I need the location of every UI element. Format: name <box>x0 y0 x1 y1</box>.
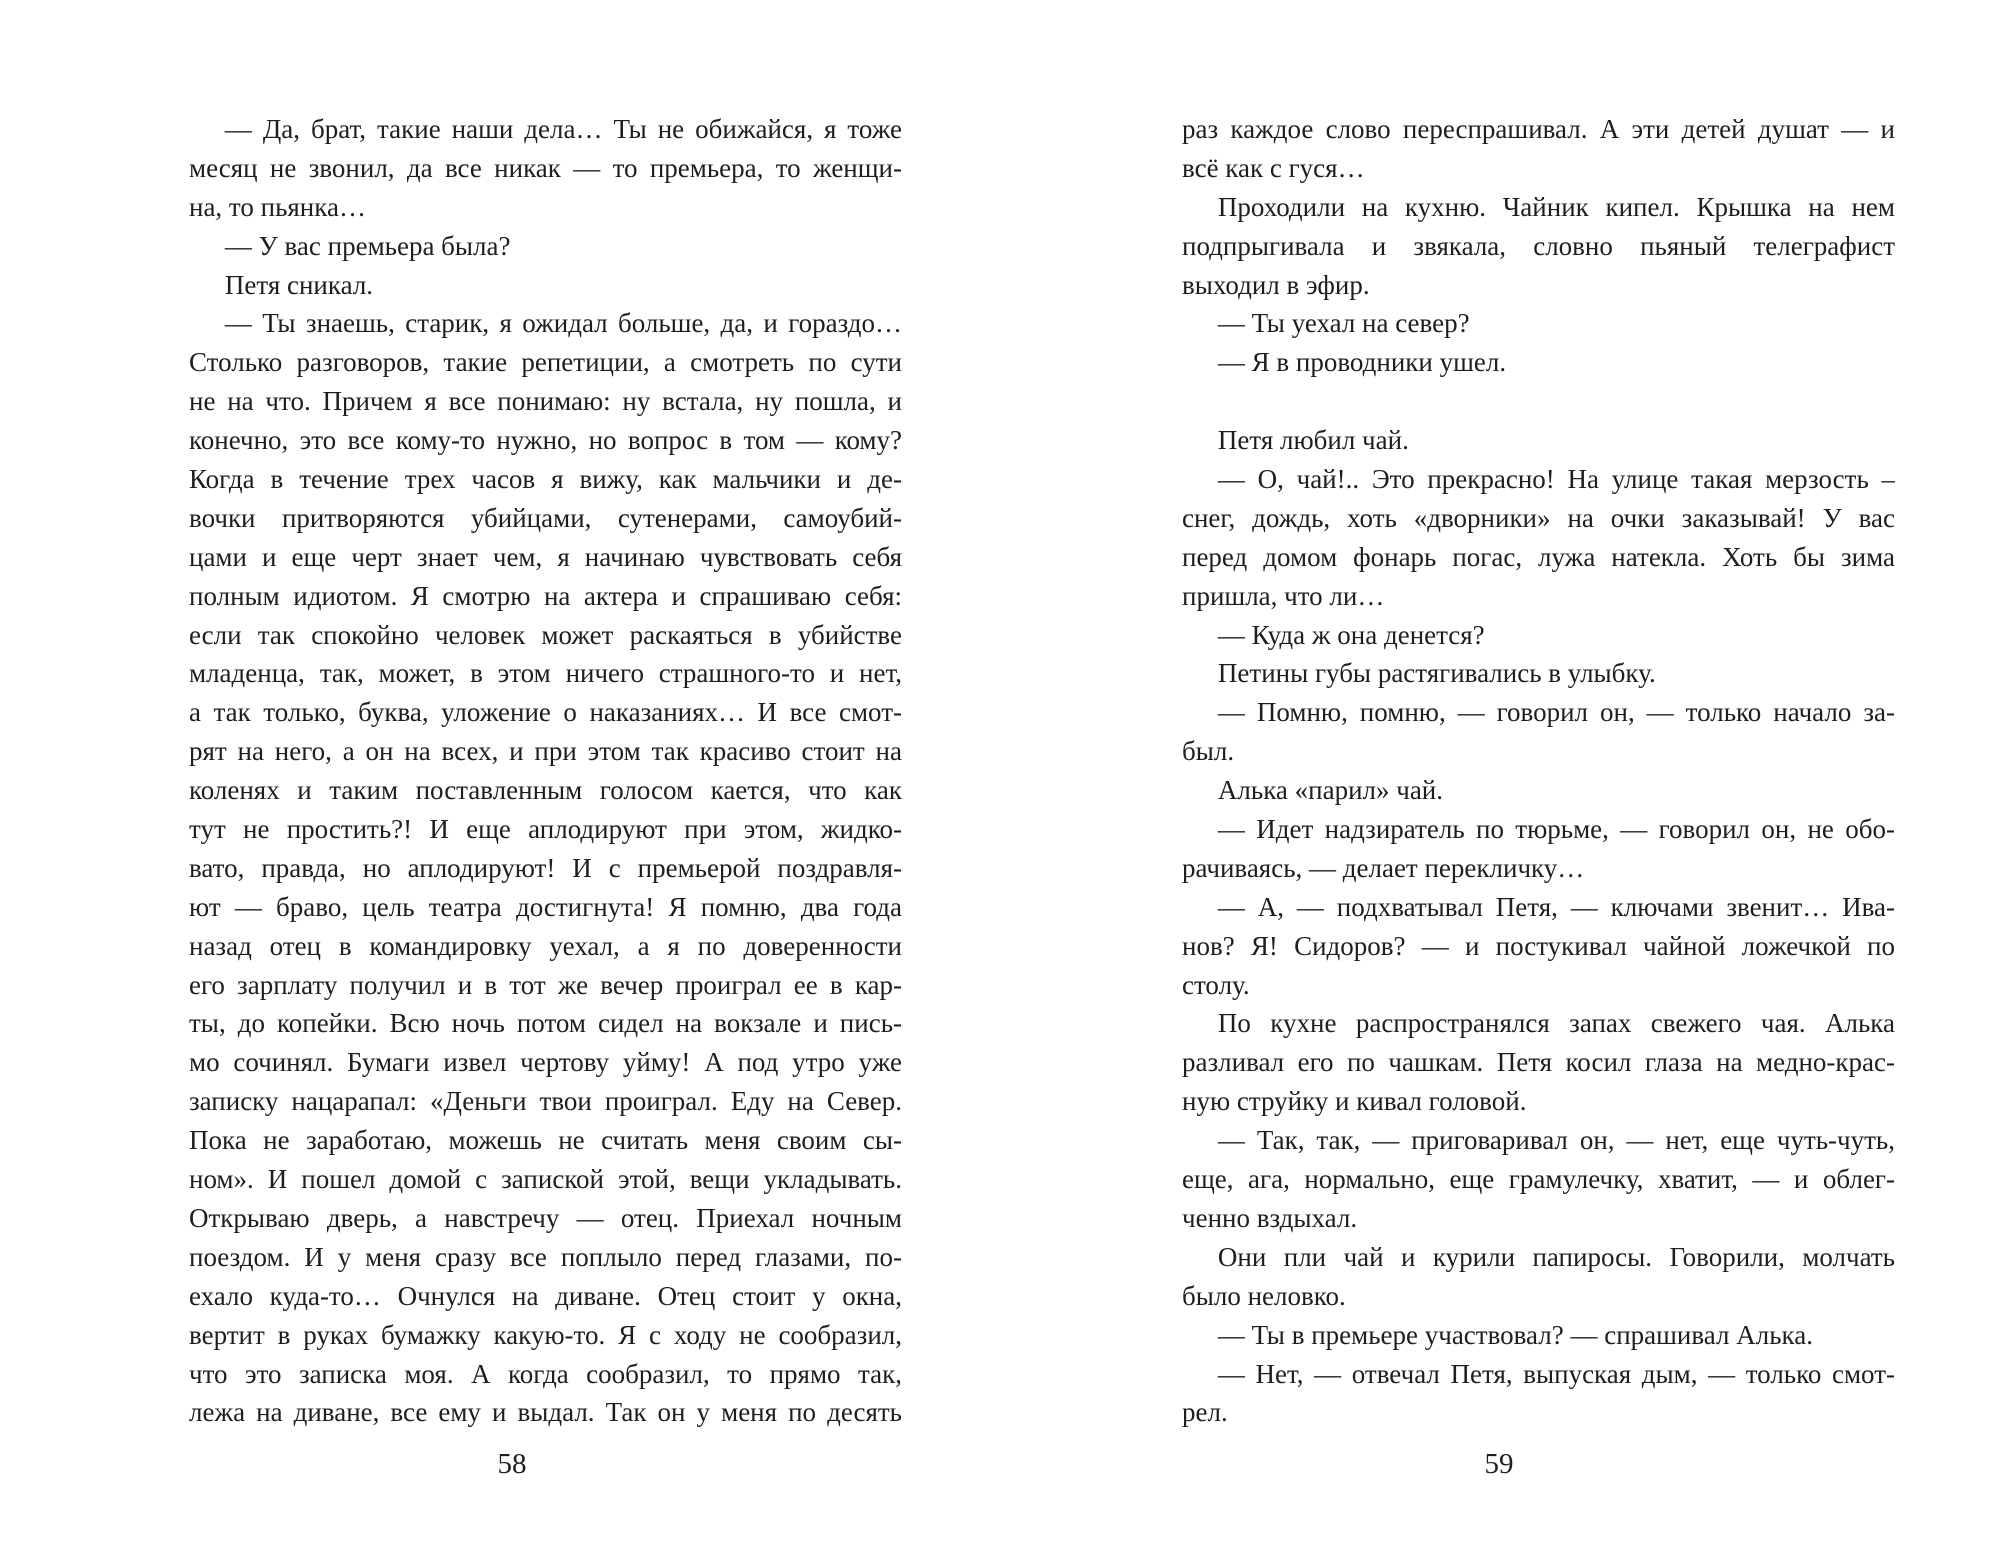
text-line: перед домом фонарь погас, лужа натекла. Хоть бы зима <box>1182 541 1895 572</box>
text-line: — Куда ж она денется? <box>1217 619 1485 650</box>
text-line: вочки притворяются убийцами, сутенерами, самоубий- <box>189 502 902 533</box>
text-line: месяц не звонил, да все никак — то премьера, то женщи- <box>189 152 902 183</box>
text-line: тут не простить?! И еще аплодируют при этом, жидко- <box>189 814 902 845</box>
text-line: рел. <box>1182 1397 1228 1428</box>
text-line: на, то пьянка… <box>189 191 366 222</box>
right-page-number: 59 <box>1484 1448 1514 1480</box>
text-line: Когда в течение трех часов я вижу, как мальчики и де- <box>189 464 902 495</box>
text-line: Столько разговоров, такие репетиции, а смотреть по сути <box>189 347 902 378</box>
text-line: подпрыгивала и звякала, словно пьяный телеграфист <box>1182 230 1895 261</box>
text-line: еще, ага, нормально, еще грамулечку, хватит, — и облег- <box>1182 1164 1895 1195</box>
text-line: вато, правда, но аплодируют! И с премьерой поздравля- <box>189 852 902 883</box>
text-line: столу. <box>1182 969 1250 1000</box>
text-line: цами и еще черт знает чем, я начинаю чувствовать себя <box>189 541 902 572</box>
text-line: Петины губы растягивались в улыбку. <box>1217 658 1656 689</box>
text-line: ехало куда-то… Очнулся на диване. Отец стоит у окна, <box>189 1280 902 1311</box>
text-line: — Помню, помню, — говорил он, — только начало за- <box>1217 697 1895 728</box>
text-line: ном». И пошел домой с запиской этой, вещи укладывать. <box>189 1164 902 1195</box>
text-line: пришла, что ли… <box>1182 580 1385 611</box>
text-line: нов? Я! Сидоров? — и постукивал чайной ложечкой по <box>1182 930 1895 961</box>
text-line: Проходили на кухню. Чайник кипел. Крышка на нем <box>1217 191 1895 222</box>
text-line: рачиваясь, — делает перекличку… <box>1182 852 1585 883</box>
text-line: — У вас премьера была? <box>224 230 511 261</box>
text-line: если так спокойно человек может раскаяться в убийстве <box>189 619 902 650</box>
text-line: младенца, так, может, в этом ничего страшного-то и нет, <box>189 658 902 689</box>
text-line: разливал его по чашкам. Петя косил глаза на медно-крас- <box>1182 1047 1895 1078</box>
text-line: всё как с гуся… <box>1182 152 1365 183</box>
text-line: — Так, так, — приговаривал он, — нет, еще чуть-чуть, <box>1217 1125 1895 1156</box>
text-line: коленях и таким поставленным голосом кается, что как <box>189 775 902 806</box>
text-line: — Ты уехал на север? <box>1217 308 1470 339</box>
text-line: — А, — подхватывал Петя, — ключами звенит… Ива- <box>1217 891 1895 922</box>
text-line: Открываю дверь, а навстречу — отец. Приехал ночным <box>189 1202 902 1233</box>
text-line: был. <box>1182 736 1235 767</box>
text-line: — Ты знаешь, старик, я ожидал больше, да, и гораздо… <box>224 308 902 339</box>
text-line: поездом. И у меня сразу все поплыло перед глазами, по- <box>189 1241 902 1272</box>
text-line: ную струйку и кивал головой. <box>1182 1086 1527 1117</box>
text-line: снег, дождь, хоть «дворники» на очки заказывай! У вас <box>1182 502 1895 533</box>
text-line: — Идет надзиратель по тюрьме, — говорил он, не обо- <box>1217 814 1895 845</box>
text-line: полным идиотом. Я смотрю на актера и спрашиваю себя: <box>189 580 902 611</box>
left-page-number: 58 <box>497 1448 527 1480</box>
text-line: ют — браво, цель театра достигнута! Я помню, два года <box>189 891 902 922</box>
text-line: — Нет, — отвечал Петя, выпуская дым, — только смот- <box>1217 1358 1895 1389</box>
text-line: что это записка моя. А когда сообразил, то прямо так, <box>189 1358 902 1389</box>
text-line: мо сочинял. Бумаги извел чертову уйму! А под утро уже <box>189 1047 902 1078</box>
text-line: — Я в проводники ушел. <box>1217 347 1507 378</box>
text-line: — Да, брат, такие наши дела… Ты не обижайся, я тоже <box>224 114 902 144</box>
text-line: Алька «парил» чай. <box>1217 775 1444 806</box>
text-line: вертит в руках бумажку какую-то. Я с ходу не сообразил, <box>189 1319 902 1350</box>
text-line: его зарплату получил и в тот же вечер проиграл ее в кар- <box>189 969 902 1000</box>
text-line: По кухне распространялся запах свежего чая. Алька <box>1217 1008 1895 1039</box>
text-line: ты, до копейки. Всю ночь потом сидел на вокзале и пись- <box>189 1008 902 1039</box>
text-line: не на что. Причем я все понимаю: ну встала, ну пошла, и <box>189 386 902 417</box>
left-page-text <box>189 110 902 1432</box>
text-line: — О, чай!.. Это прекрасно! На улице такая мерзость – <box>1217 464 1895 495</box>
text-line: а так только, буква, уложение о наказаниях… И все смот- <box>189 697 902 728</box>
text-line: Пока не заработаю, можешь не считать меня своим сы- <box>189 1125 902 1156</box>
text-line <box>1182 382 1895 421</box>
text-line: лежа на диване, все ему и выдал. Так он у меня по десять <box>189 1397 902 1428</box>
text-line: — Ты в премьере участвовал? — спрашивал Алька. <box>1217 1319 1813 1350</box>
text-line: Петя сникал. <box>224 269 374 300</box>
right-page <box>1000 0 2000 1565</box>
text-line: выходил в эфир. <box>1182 269 1370 300</box>
text-line: рят на него, а он на всех, и при этом так красиво стоит на <box>189 736 902 767</box>
text-line: Они пли чай и курили папиросы. Говорили, молчать <box>1217 1241 1895 1272</box>
text-line: Петя любил чай. <box>1217 425 1409 456</box>
text-line: записку нацарапал: «Деньги твои проиграл. Еду на Север. <box>189 1086 902 1117</box>
text-line: раз каждое слово переспрашивал. А эти детей душат — и <box>1182 114 1895 144</box>
text-line: назад отец в командировку уехал, а я по доверенности <box>189 930 902 961</box>
text-line: конечно, это все кому-то нужно, но вопрос в том — кому? <box>189 425 902 456</box>
text-line: ченно вздыхал. <box>1182 1202 1358 1233</box>
text-line: было неловко. <box>1182 1280 1346 1311</box>
right-page-text <box>1182 110 1895 1432</box>
